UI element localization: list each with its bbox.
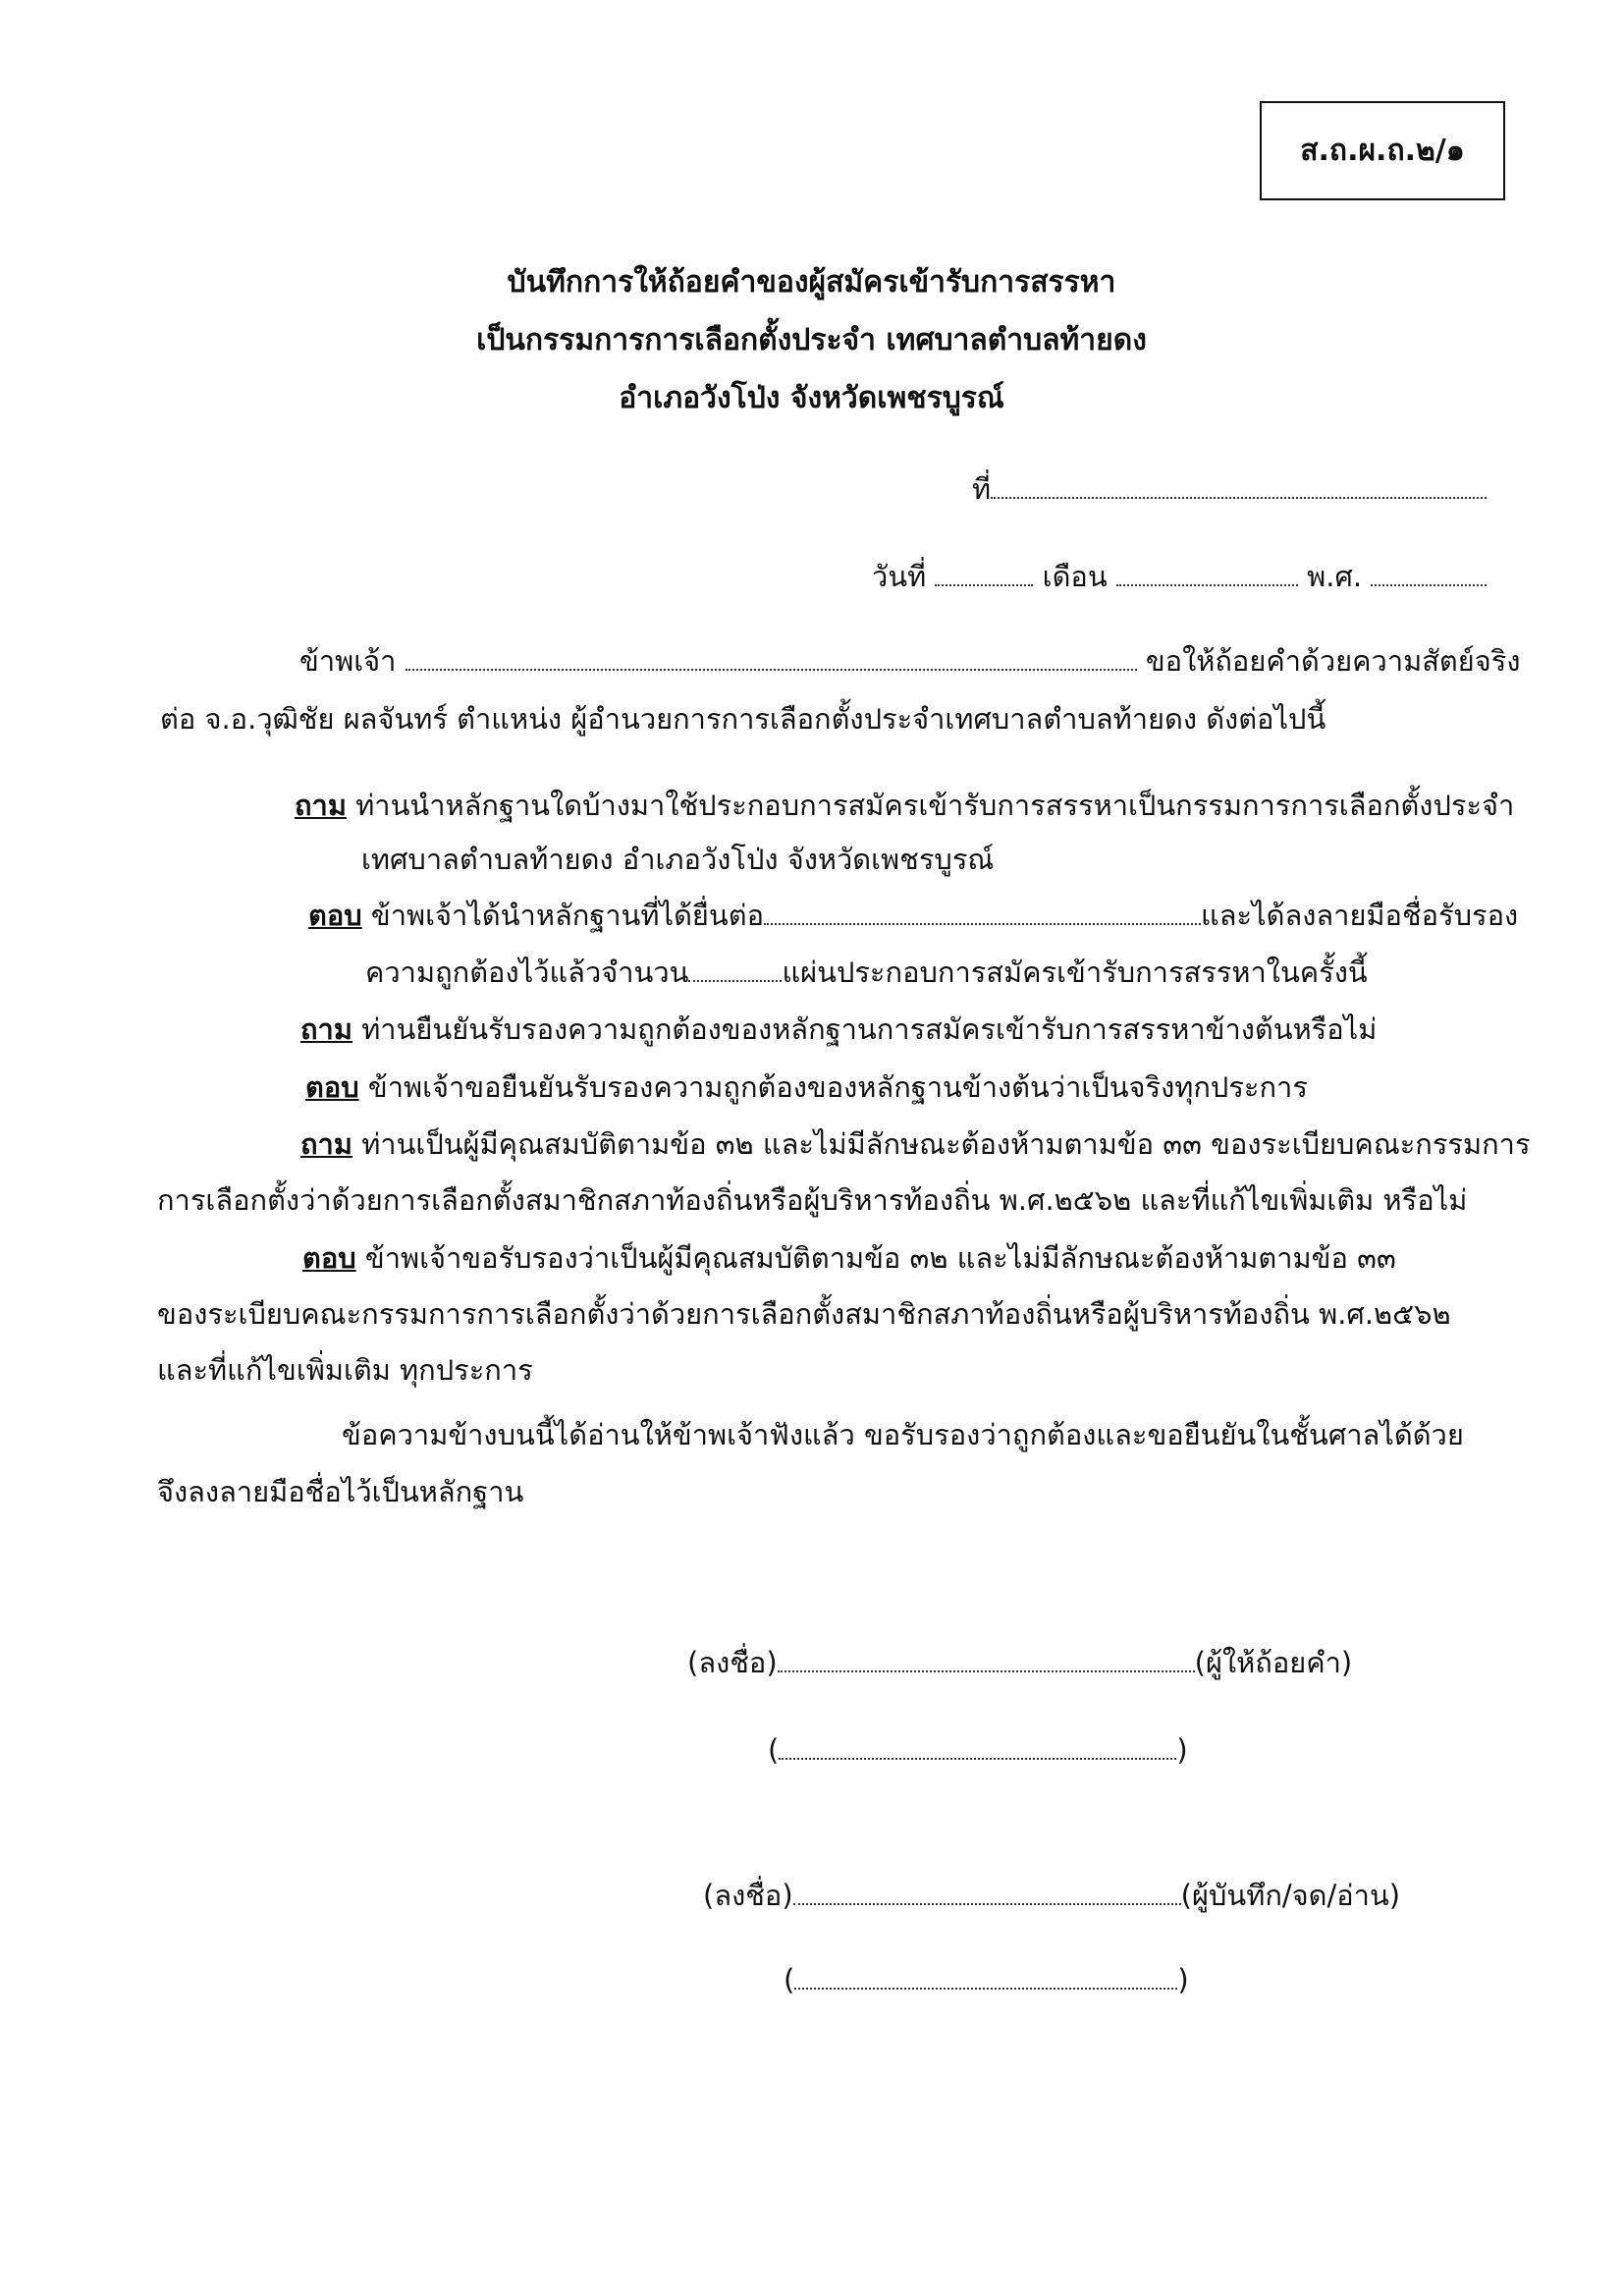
answer-3-line-1	[302, 1238, 1396, 1278]
answer-1-line2-suffix: แผ่นประกอบการสมัครเข้ารับการสรรหาในครั้งนี้	[782, 956, 1368, 989]
signature-1-role: (ผู้ให้ถ้อยคำ)	[1194, 1646, 1353, 1679]
signature-2-row	[703, 1876, 1400, 1915]
month-blank[interactable]	[1116, 559, 1298, 586]
closing-line-1: ข้อความข้างบนนี้ได้อ่านให้ข้าพเจ้าฟังแล้ว ขอรับรองว่าถูกต้องและขอยืนยันในชั้นศาลได้ด้วย	[342, 1418, 1464, 1451]
answer-2	[305, 1067, 1308, 1107]
question-3-line-1	[300, 1124, 1531, 1164]
question-label: ถาม	[295, 789, 347, 822]
question-3-line-2: การเลือกตั้งว่าด้วยการเลือกตั้งสมาชิกสภาท้องถิ่นหรือผู้บริหารท้องถิ่น พ.ศ.๒๕๖๒ และที่แก้ไขเพิ่มเติม หรือไม่	[157, 1183, 1468, 1217]
date-label: วันที่	[872, 560, 927, 593]
signature-1-name-blank[interactable]	[779, 1732, 1176, 1760]
title-line-2: เป็นกรรมการการเลือกตั้งประจำ เทศบาลตำบลท้ายดง	[476, 323, 1147, 357]
year-blank[interactable]	[1371, 559, 1487, 586]
answer-2-text: ข้าพเจ้าขอยืนยันรับรองความถูกต้องของหลักฐานข้างต้นว่าเป็นจริงทุกประการ	[367, 1070, 1308, 1104]
title-line-1: บันทึกการให้ถ้อยคำของผู้สมัครเข้ารับการสรรหา	[507, 265, 1116, 300]
year-label: พ.ศ.	[1307, 560, 1363, 593]
answer-label: ตอบ	[308, 899, 362, 932]
signature-1-close-paren: )	[1176, 1733, 1188, 1767]
declarant-suffix: ขอให้ถ้อยคำด้วยความสัตย์จริง	[1145, 644, 1521, 678]
answer-1-line-2	[365, 953, 1368, 992]
question-1-text: ท่านนำหลักฐานใดบ้างมาใช้ประกอบการสมัครเข้ารับการสรรหาเป็นกรรมการการเลือกตั้งประจำ	[355, 789, 1515, 822]
page-count-blank[interactable]	[688, 955, 782, 982]
signature-1-open-paren: (	[768, 1733, 780, 1767]
signature-2-role: (ผู้บันทึก/จด/อ่าน)	[1180, 1879, 1401, 1912]
answer-1-prefix: ข้าพเจ้าได้นำหลักฐานที่ได้ยื่นต่อ	[370, 899, 764, 932]
reference-number-blank[interactable]	[991, 471, 1487, 499]
question-label: ถาม	[300, 1012, 352, 1046]
answer-label: ตอบ	[302, 1241, 356, 1275]
month-label: เดือน	[1042, 560, 1108, 593]
signature-1-label: (ลงชื่อ)	[687, 1646, 778, 1679]
signature-2-close-paren: )	[1177, 1963, 1189, 1996]
answer-1-line2-prefix: ความถูกต้องไว้แล้วจำนวน	[365, 956, 689, 989]
reference-number-label: ที่	[972, 472, 992, 506]
declarant-label: ข้าพเจ้า	[299, 644, 397, 678]
answer-1-line-1	[308, 896, 1518, 935]
answer-3-line-3: และที่แก้ไขเพิ่มเติม ทุกประการ	[157, 1353, 533, 1387]
question-label: ถาม	[300, 1127, 352, 1161]
signature-2-blank[interactable]	[793, 1878, 1181, 1905]
signature-1-blank[interactable]	[778, 1645, 1195, 1672]
question-2	[300, 1010, 1377, 1049]
date-blank[interactable]	[935, 559, 1033, 586]
answer-label: ตอบ	[305, 1070, 359, 1104]
signature-2-label: (ลงชื่อ)	[703, 1879, 793, 1912]
date-row	[872, 557, 1487, 596]
reference-number-row	[972, 469, 1487, 509]
signature-1-name-row	[768, 1730, 1188, 1770]
signature-2-open-paren: (	[784, 1963, 795, 1996]
form-code-box: ส.ถ.ผ.ถ.๒/๑	[1260, 101, 1505, 200]
question-3-text: ท่านเป็นผู้มีคุณสมบัติตามข้อ ๓๒ และไม่มีลักษณะต้องห้ามตามข้อ ๓๓ ของระเบียบคณะกรรมการ	[361, 1127, 1531, 1161]
answer-1-suffix: และได้ลงลายมือชื่อรับรอง	[1201, 899, 1519, 932]
signature-2-name-blank[interactable]	[794, 1962, 1177, 1990]
intro-line-2: ต่อ จ.อ.วุฒิชัย ผลจันทร์ ตำแหน่ง ผู้อำนวยการการเลือกตั้งประจำเทศบาลตำบลท้ายดง ดังต่อไปนี้	[160, 702, 1326, 736]
answer-3-line-2: ของระเบียบคณะกรรมการการเลือกตั้งว่าด้วยการเลือกตั้งสมาชิกสภาท้องถิ่นหรือผู้บริหารท้องถิ่น พ.ศ.๒๕๖๒	[157, 1297, 1451, 1331]
signature-2-name-row	[784, 1960, 1189, 1999]
intro-line-1	[299, 641, 1520, 681]
title-line-3: อำเภอวังโป่ง จังหวัดเพชรบูรณ์	[619, 381, 1004, 415]
closing-line-2: จึงลงลายมือชื่อไว้เป็นหลักฐาน	[157, 1475, 524, 1508]
question-1-line-2: เทศบาลตำบลท้ายดง อำเภอวังโป่ง จังหวัดเพชรบูรณ์	[361, 843, 995, 876]
signature-1-row	[687, 1643, 1352, 1682]
question-2-text: ท่านยืนยันรับรองความถูกต้องของหลักฐานการสมัครเข้ารับการสรรหาข้างต้นหรือไม่	[361, 1012, 1378, 1046]
declarant-name-blank[interactable]	[406, 643, 1137, 671]
question-1-line-1	[295, 786, 1514, 825]
submitted-to-blank[interactable]	[764, 898, 1201, 925]
answer-3-text: ข้าพเจ้าขอรับรองว่าเป็นผู้มีคุณสมบัติตามข้อ ๓๒ และไม่มีลักษณะต้องห้ามตามข้อ ๓๓	[364, 1241, 1396, 1275]
